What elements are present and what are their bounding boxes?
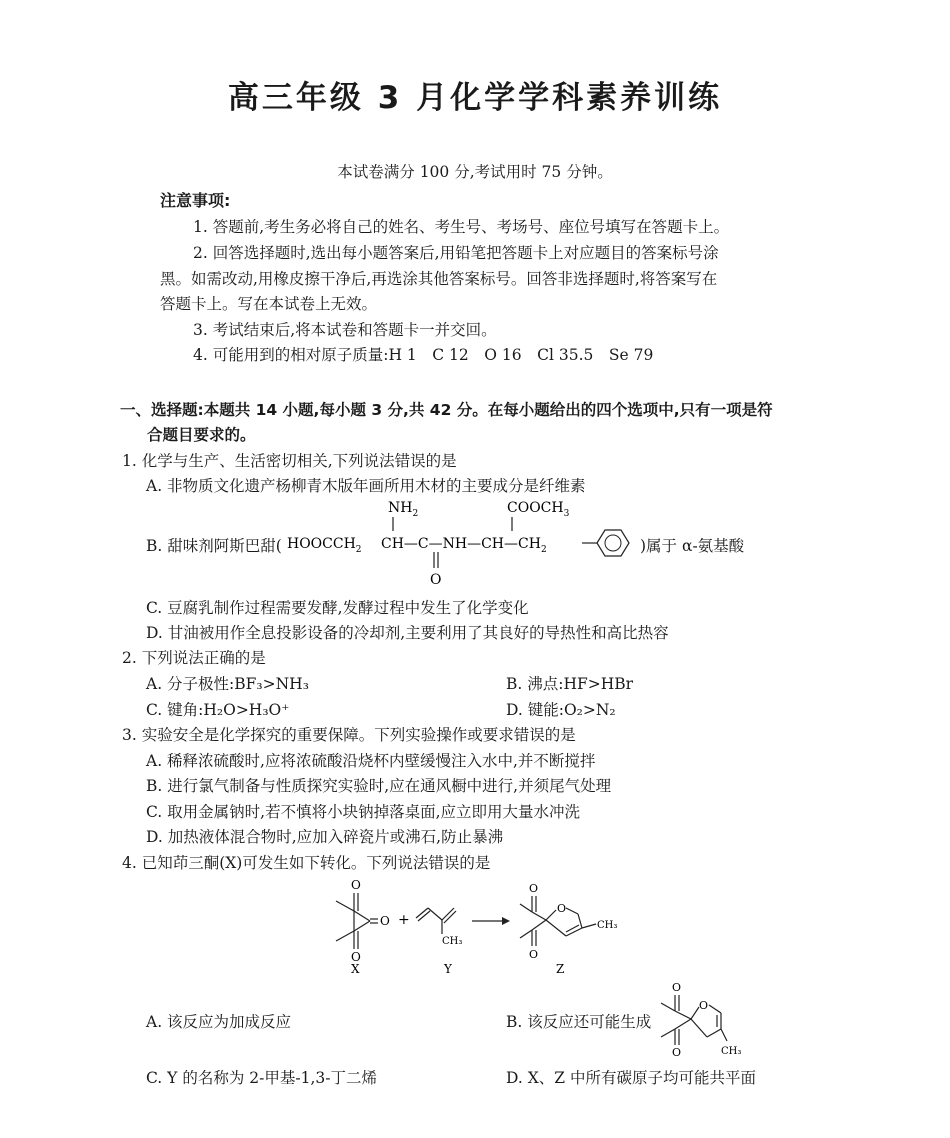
svg-text:CH₃: CH₃ — [442, 936, 463, 947]
note-item-2-line2: 黑。如需改动,用橡皮擦干净后,再选涂其他答案标号。回答非选择题时,将答案写在 — [160, 270, 718, 288]
section-heading-line2: 合题目要求的。 — [147, 426, 256, 444]
label-y: Y — [444, 962, 452, 976]
aspartame-structure — [285, 495, 695, 590]
q1-option-d: D. 甘油被用作全息投影设备的冷却剂,主要利用了其良好的导热性和高比热容 — [146, 624, 669, 642]
q4-option-d: D. X、Z 中所有碳原子均可能共平面 — [506, 1069, 756, 1087]
q3-option-d: D. 加热液体混合物时,应加入碎瓷片或沸石,防止暴沸 — [146, 828, 504, 846]
svg-text:O: O — [529, 948, 539, 961]
svg-text:O: O — [557, 902, 567, 915]
svg-text:CH₃: CH₃ — [597, 920, 618, 931]
page-title: 高三年级 3 月化学学科素养训练 — [227, 80, 723, 116]
q3-stem: 3. 实验安全是化学探究的重要保障。下列实验操作或要求错误的是 — [122, 726, 576, 744]
q4-reaction-scheme — [320, 876, 640, 976]
svg-text:O: O — [672, 981, 682, 994]
benzene-ring-icon — [597, 530, 629, 556]
q1-option-a: A. 非物质文化遗产杨柳青木版年画所用木材的主要成分是纤维素 — [146, 477, 586, 495]
q1-option-c: C. 豆腐乳制作过程需要发酵,发酵过程中发生了化学变化 — [146, 599, 529, 617]
q4-option-a: A. 该反应为加成反应 — [146, 1013, 292, 1031]
molecule-z — [520, 882, 617, 976]
q4-option-b: B. 该反应还可能生成 — [506, 1013, 652, 1031]
q4-stem: 4. 已知茚三酮(X)可发生如下转化。下列说法错误的是 — [122, 854, 491, 872]
q2-option-d: D. 键能:O₂>N₂ — [506, 701, 616, 719]
note-item-3: 3. 考试结束后,将本试卷和答题卡一并交回。 — [193, 321, 497, 339]
q2-stem: 2. 下列说法正确的是 — [122, 649, 266, 667]
q3-option-c: C. 取用金属钠时,若不慎将小块钠掉落桌面,应立即用大量水冲洗 — [146, 803, 581, 821]
plus-sign: + — [398, 912, 410, 928]
q2-option-a: A. 分子极性:BF₃>NH₃ — [146, 675, 309, 693]
q3-option-b: B. 进行氯气制备与性质探究实验时,应在通风橱中进行,并须尾气处理 — [146, 777, 612, 795]
note-item-4: 4. 可能用到的相对原子质量:H 1 C 12 O 16 Cl 35.5 Se 79 — [193, 346, 654, 364]
exam-info: 本试卷满分 100 分,考试用时 75 分钟。 — [337, 163, 613, 181]
chem-main-chain-b: $CH—C—NH—CH—CH_2$ — [381, 536, 547, 555]
notes-heading: 注意事项: — [160, 191, 231, 210]
reaction-arrow-icon — [472, 917, 510, 925]
molecule-y — [416, 908, 462, 976]
chem-nh2-label: $NH_2$ — [388, 500, 419, 519]
svg-text:CH₃: CH₃ — [721, 1046, 742, 1057]
q4-option-c: C. Y 的名称为 2-甲基-1,3-丁二烯 — [146, 1069, 377, 1087]
note-item-2-line1: 2. 回答选择题时,选出每小题答案后,用铅笔把答题卡上对应题目的答案标号涂 — [193, 244, 719, 262]
note-item-1: 1. 答题前,考生务必将自己的姓名、考生号、考场号、座位号填写在答题卡上。 — [193, 218, 730, 236]
svg-text:O: O — [380, 914, 390, 928]
svg-text:O: O — [529, 882, 539, 895]
label-z: Z — [556, 962, 565, 976]
svg-text:O: O — [351, 878, 361, 892]
svg-text:O: O — [351, 950, 361, 964]
chem-carbonyl-o: O — [430, 572, 442, 588]
section-heading-line1: 一、选择题:本题共 14 小题,每小题 3 分,共 42 分。在每小题给出的四个选项中,只有一项是符 — [120, 401, 773, 419]
q4-option-b-structure — [655, 975, 755, 1060]
svg-text:O: O — [699, 999, 709, 1012]
chem-main-chain-a: $HOOCCH_2$ — [287, 536, 362, 555]
molecule-x — [336, 878, 390, 976]
label-x: X — [351, 962, 360, 976]
chem-cooch3-label: $COOCH_3$ — [507, 500, 570, 519]
note-item-2-line3: 答题卡上。写在本试卷上无效。 — [160, 295, 378, 313]
svg-text:O: O — [672, 1046, 682, 1059]
q2-option-b: B. 沸点:HF>HBr — [506, 675, 634, 693]
q2-option-c: C. 键角:H₂O>H₃O⁺ — [146, 701, 290, 719]
q1-stem: 1. 化学与生产、生活密切相关,下列说法错误的是 — [122, 452, 457, 470]
q3-option-a: A. 稀释浓硫酸时,应将浓硫酸沿烧杯内壁缓慢注入水中,并不断搅拌 — [146, 752, 596, 770]
q1-option-b-prefix: B. 甜味剂阿斯巴甜( — [146, 537, 282, 555]
q1-option-b-suffix: )属于 α-氨基酸 — [640, 537, 745, 555]
